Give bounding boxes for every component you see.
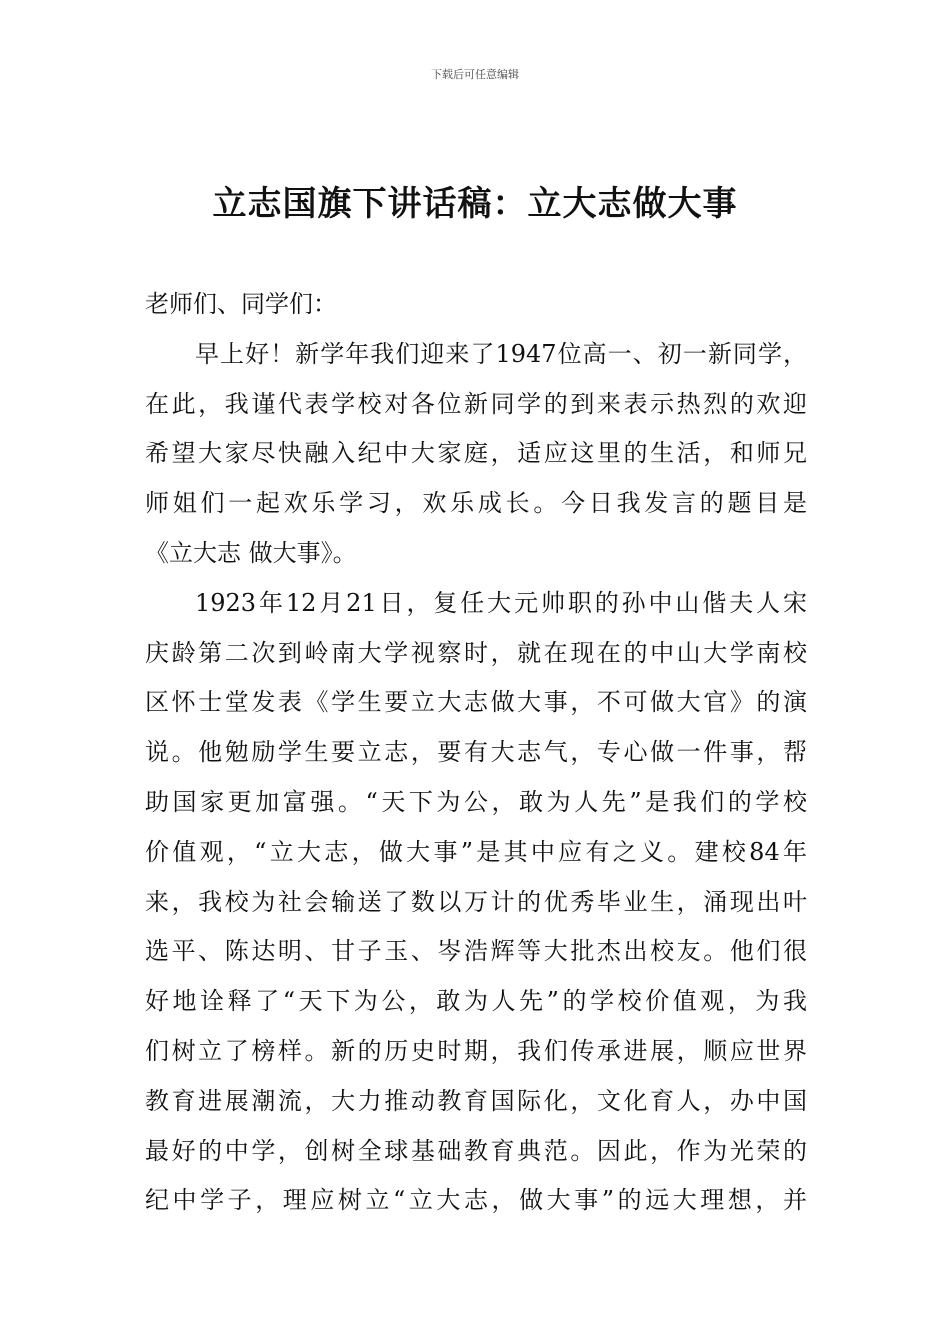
paragraph-2-line-2: 庆龄第二次到岭南大学视察时，就在现在的中山大学南校 <box>145 638 807 667</box>
page-header-note: 下载后可任意编辑 <box>431 68 519 81</box>
paragraph-2-line-7: 来，我校为社会输送了数以万计的优秀毕业生，涌现出叶 <box>145 887 807 916</box>
paragraph-1-line-4: 师姐们一起欢乐学习，欢乐成长。今日我发言的题目是 <box>145 489 807 518</box>
paragraph-2-line-5: 助国家更加富强。“天下为公，敢为人先”是我们的学校 <box>145 787 807 816</box>
paragraph-2-line-3: 区怀士堂发表《学生要立大志做大事，不可做大官》的演 <box>145 688 807 717</box>
paragraph-1-line-1: 早上好！新学年我们迎来了1947位高一、初一新同学， <box>195 339 807 368</box>
paragraph-2-line-10: 们树立了榜样。新的历史时期，我们传承进展，顺应世界 <box>145 1036 807 1065</box>
paragraph-2-line-4: 说。他勉励学生要立志，要有大志气，专心做一件事，帮 <box>145 738 807 767</box>
document-title: 立志国旗下讲话稿：立大志做大事 <box>212 184 738 224</box>
paragraph-2-line-1: 1923年12月21日，复任大元帅职的孙中山偕夫人宋 <box>195 588 807 617</box>
paragraph-2-line-8: 选平、陈达明、甘子玉、岑浩辉等大批杰出校友。他们很 <box>145 937 807 966</box>
paragraph-1-line-2: 在此，我谨代表学校对各位新同学的到来表示热烈的欢迎 <box>145 389 807 418</box>
document-body <box>145 280 807 1226</box>
paragraph-2-line-6: 价值观，“立大志，做大事”是其中应有之义。建校84年 <box>145 837 807 866</box>
paragraph-2-line-13: 纪中学子，理应树立“立大志，做大事”的远大理想，并 <box>145 1186 807 1215</box>
paragraph-1-line-5: 《立大志 做大事》。 <box>145 538 357 567</box>
paragraph-2-line-9: 好地诠释了“天下为公，敢为人先”的学校价值观，为我 <box>145 987 807 1016</box>
salutation-line: 老师们、同学们： <box>145 290 337 318</box>
paragraph-2-line-11: 教育进展潮流，大力推动教育国际化，文化育人，办中国 <box>145 1086 807 1115</box>
paragraph-2-line-12: 最好的中学，创树全球基础教育典范。因此，作为光荣的 <box>145 1136 807 1165</box>
paragraph-1-line-3: 希望大家尽快融入纪中大家庭，适应这里的生活，和师兄 <box>145 439 807 468</box>
